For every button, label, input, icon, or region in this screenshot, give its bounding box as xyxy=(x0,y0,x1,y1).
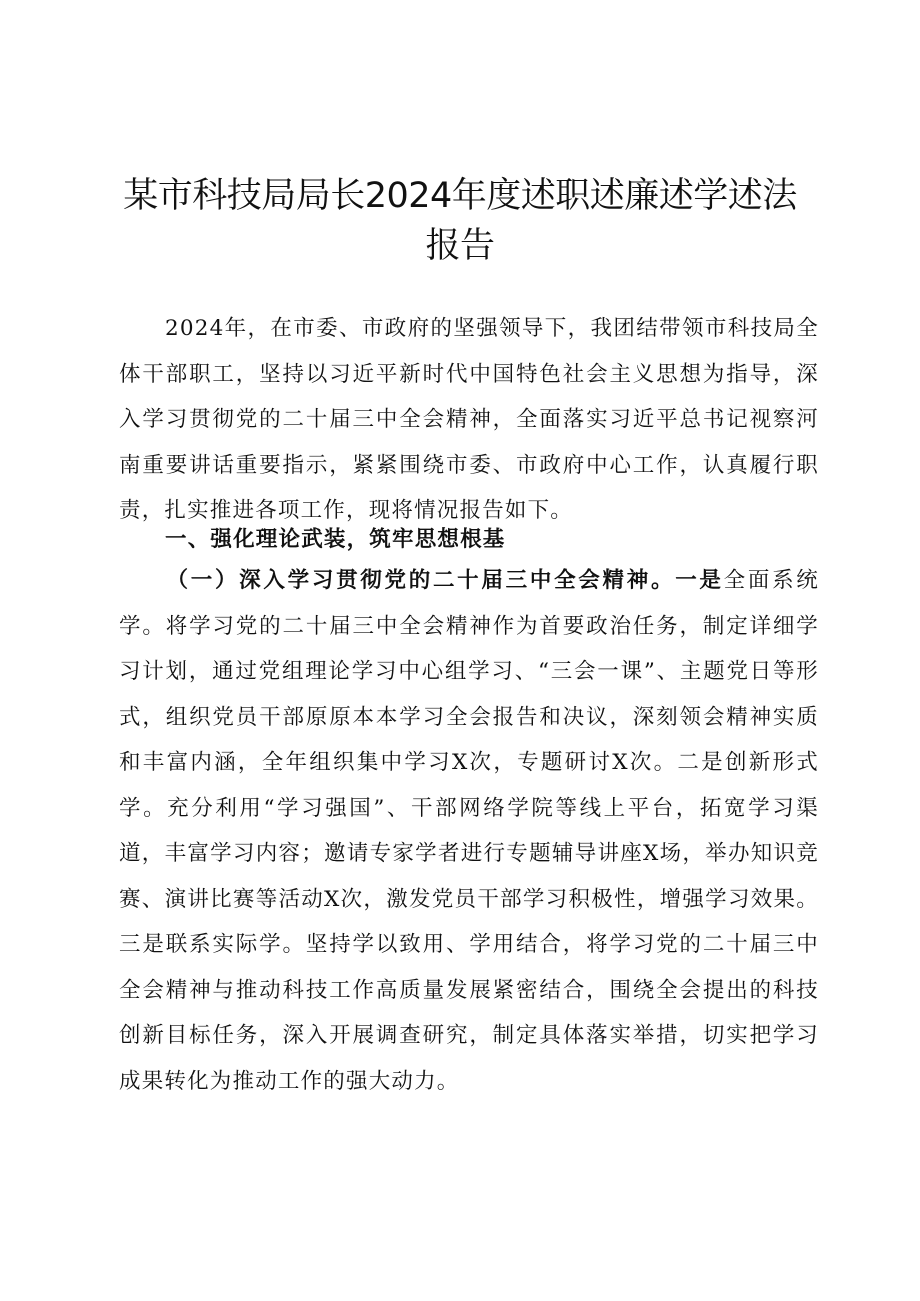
subsection-paragraph-1 xyxy=(119,558,819,1104)
intro-paragraph xyxy=(119,306,819,534)
subsection-lead-1: 一是 xyxy=(675,568,724,593)
section-heading-1: 一、强化理论武装，筑牢思想根基 xyxy=(165,527,506,552)
subsection-body-1: 全面系统学。将学习党的二十届三中全会精神作为首要政治任务，制定详细学习计划，通过党组理论学习中心组学习、“三会一课”、主题党日等形式，组织党员干部原原本本学习全会报告和决议，深刻领会精神实质和丰富内涵，全年组织集中学习X次，专题研讨X次。二是创新形式学。充分利用“学习强国”、干部网络学院等线上平台，拓宽学习渠道，丰富学习内容；邀请专家学者进行专题辅导讲座X场，举办知识竞赛、演讲比赛等活动X次，激发党员干部学习积极性，增强学习效果。三是联系实际学。坚持学以致用、学用结合，将学习党的二十届三中全会精神与推动科技工作高质量发展紧密结合，围绕全会提出的科技创新目标任务，深入开展调查研究，制定具体落实举措，切实把学习成果转化为推动工作的强大动力。 xyxy=(119,568,820,1094)
intro-paragraph-text: 2024年，在市委、市政府的坚强领导下，我团结带领市科技局全体干部职工，坚持以习近平新时代中国特色社会主义思想为指导，深入学习贯彻党的二十届三中全会精神，全面落实习近平总书记视察河南重要讲话重要指示，紧紧围绕市委、市政府中心工作，认真履行职责，扎实推进各项工作，现将情况报告如下。 xyxy=(119,316,819,523)
document-title-line-1: 某市科技局局长2024年度述职述廉述学述法 xyxy=(123,176,797,216)
subsection-heading-1: （一）深入学习贯彻党的二十届三中全会精神。 xyxy=(165,568,676,593)
document-title-line-2: 报告 xyxy=(425,226,495,266)
